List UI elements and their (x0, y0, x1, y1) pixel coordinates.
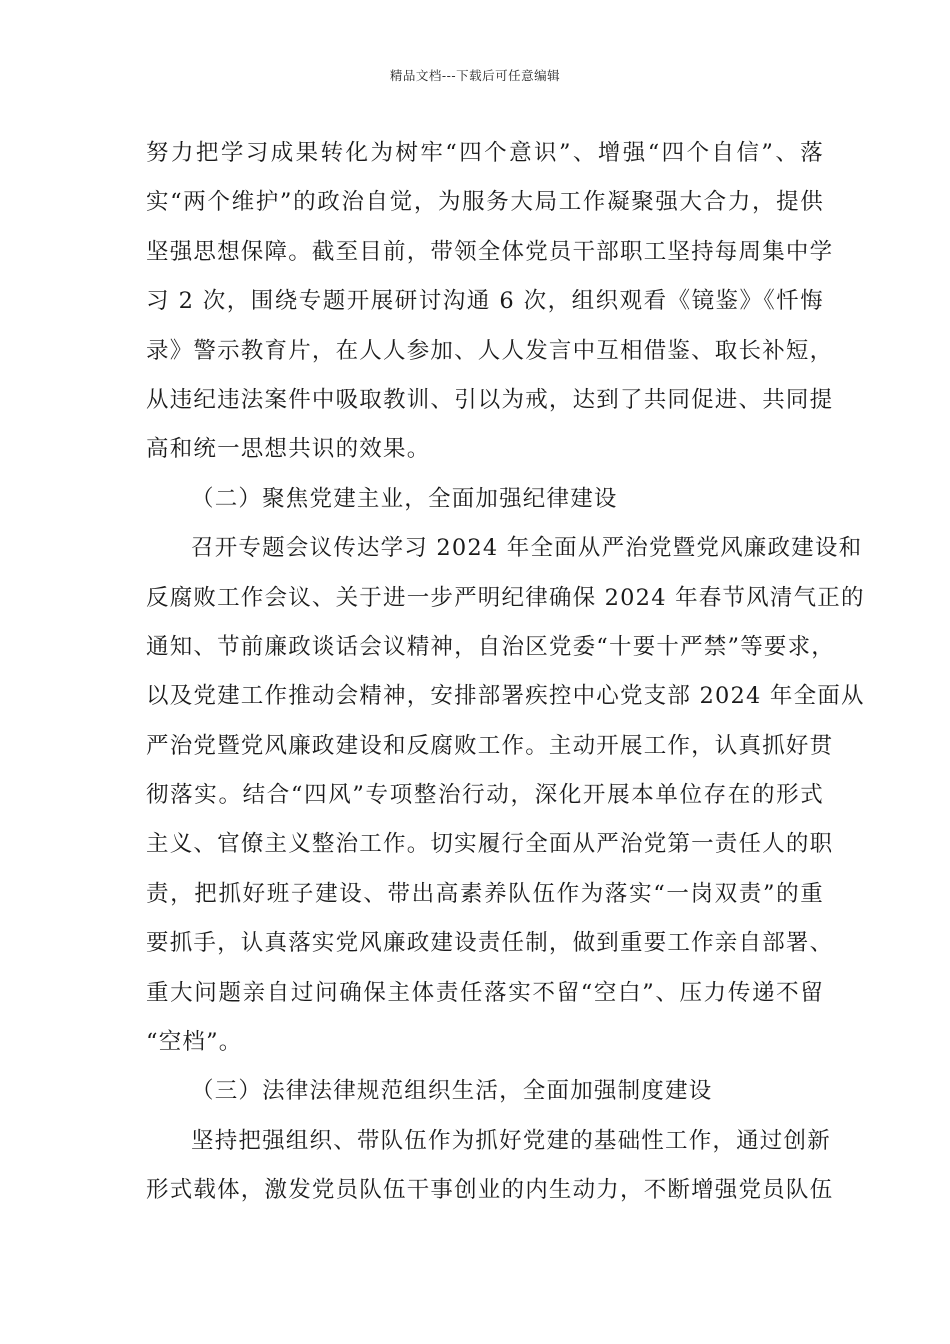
text-line: 录》警示教育片，在人人参加、人人发言中互相借鉴、取长补短， (146, 337, 834, 364)
text-line: 主义、官僚主义整治工作。切实履行全面从严治党第一责任人的职 (146, 831, 834, 858)
text-line: 通知、节前廉政谈话会议精神，自治区党委“十要十严禁”等要求， (146, 633, 836, 660)
text-line: 召开专题会议传达学习 2024 年全面从严治党暨党风廉政建设和 (191, 535, 863, 562)
text-line: 习 2 次，围绕专题开展研讨沟通 6 次，组织观看《镜鉴》《忏悔 (146, 288, 824, 315)
section-heading: （三）法律法律规范组织生活，全面加强制度建设 (191, 1078, 713, 1105)
document-body (146, 134, 865, 1221)
section-heading: （二）聚焦党建主业，全面加强纪律建设 (191, 485, 618, 512)
text-line: 实“两个维护”的政治自觉，为服务大局工作凝聚强大合力，提供 (146, 189, 824, 216)
text-line: 重大问题亲自过问确保主体责任落实不留“空白”、压力传递不留 (146, 979, 824, 1006)
text-line: 形式载体，激发党员队伍干事创业的内生动力，不断增强党员队伍 (146, 1177, 834, 1204)
text-line: 坚强思想保障。截至目前，带领全体党员干部职工坚持每周集中学 (146, 238, 834, 265)
text-line: 要抓手，认真落实党风廉政建设责任制，做到重要工作亲自部署、 (146, 930, 834, 957)
text-line: 从违纪违法案件中吸取教训、引以为戒，达到了共同促进、共同提 (146, 386, 834, 413)
text-line: 以及党建工作推动会精神，安排部署疾控中心党支部 2024 年全面从 (146, 683, 865, 710)
text-line: 坚持把强组织、带队伍作为抓好党建的基础性工作，通过创新 (191, 1127, 831, 1154)
text-line: 彻落实。结合“四风”专项整治行动，深化开展本单位存在的形式 (146, 782, 824, 809)
text-line: “空档”。 (146, 1029, 243, 1056)
text-line: 严治党暨党风廉政建设和反腐败工作。主动开展工作，认真抓好贯 (146, 732, 834, 759)
text-line: 责，把抓好班子建设、带出高素养队伍作为落实“一岗双责”的重 (146, 880, 824, 907)
text-line: 高和统一思想共识的效果。 (146, 436, 431, 463)
text-line: 努力把学习成果转化为树牢“四个意识”、增强“四个自信”、落 (146, 140, 824, 166)
page-header: 精品文档---下载后可任意编辑 (389, 68, 561, 83)
text-line: 反腐败工作会议、关于进一步严明纪律确保 2024 年春节风清气正的 (146, 584, 865, 611)
